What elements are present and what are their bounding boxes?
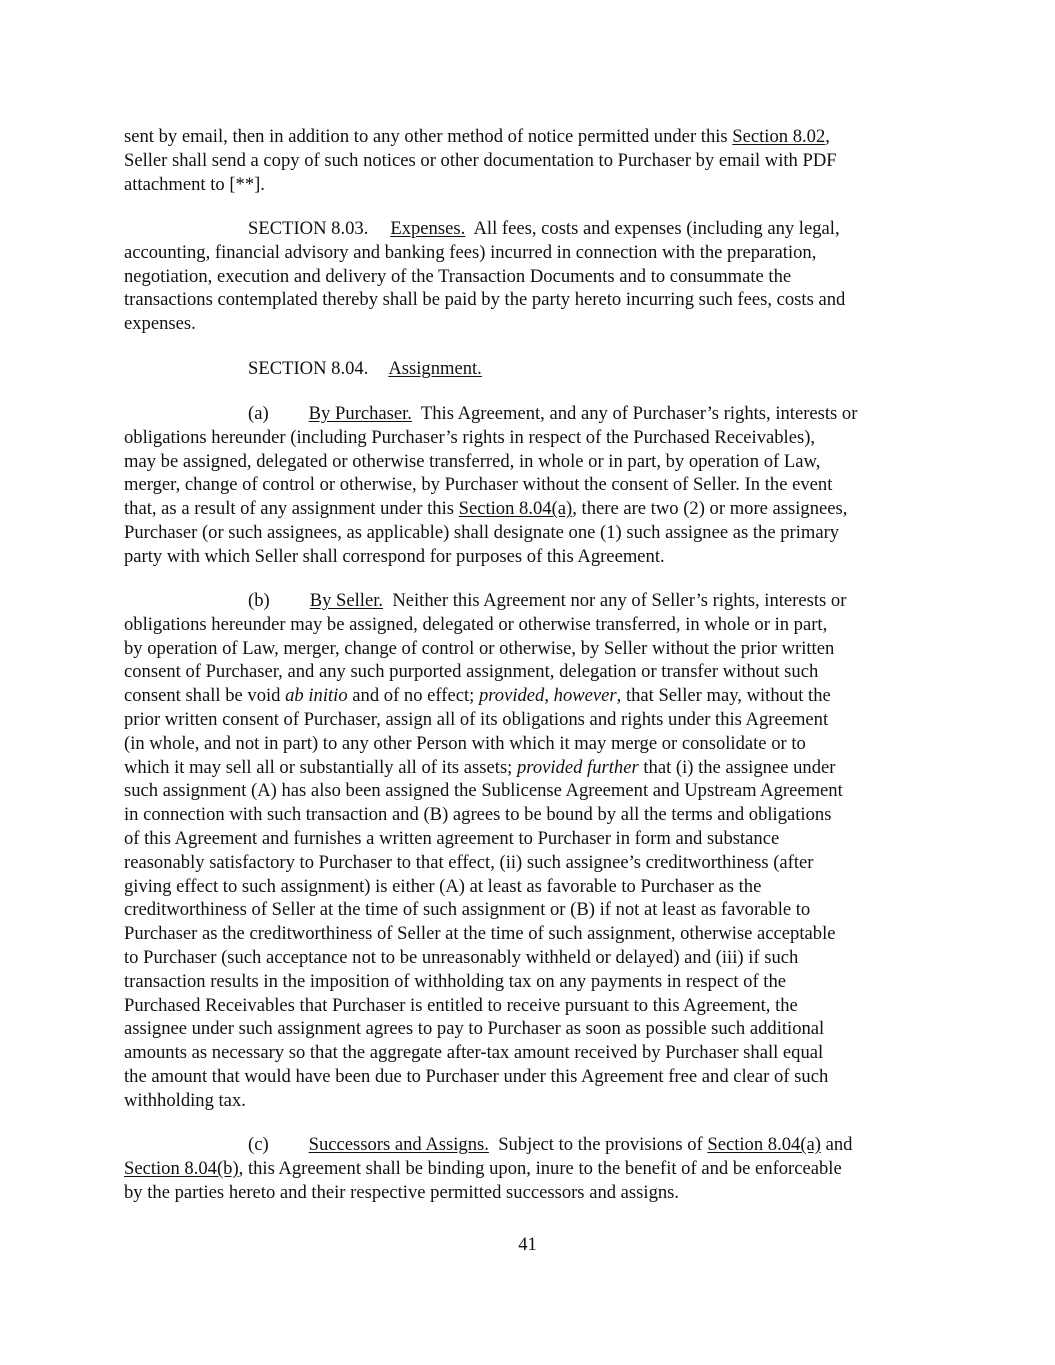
section-reference-link[interactable]: Section 8.04(b) [124, 1157, 239, 1179]
paragraph-notice-continuation: sent by email, then in addition to any other method of notice permitted under this Section 8.02, Seller shall send a copy of such notices or other documentation to Purchaser by email with PDF attachment to [**]. [124, 126, 837, 195]
subsection-number: (c) [248, 1134, 269, 1155]
subsection-number: (a) [248, 403, 269, 424]
section-8-04-assignment-heading [124, 357, 934, 381]
section-reference-link[interactable]: Section 8.04(a) [458, 498, 573, 520]
section-heading: SECTION 8.04. [248, 358, 369, 379]
subsection-title: By Purchaser. [308, 403, 412, 424]
section-title: Assignment. [388, 358, 482, 379]
section-title: Expenses. [390, 218, 466, 239]
subsection-title: Successors and Assigns. [308, 1134, 489, 1155]
subsection-a-by-purchaser: (a) By Purchaser. This Agreement, and any of Purchaser’s rights, interests or obligations hereunder (including Purchaser’s rights in respect of the Purchased Receivables), may be assigned, delegated or otherwise transferred, in whole or in part, by operation of Law, merger, change of control or otherwise, by Purchaser without the consent of Seller. In the event that, as a result of any assignment under this Section 8.04(a), there are two (2) or more assignees, Purchaser (or such assignees, as applicable) shall designate one (1) such assignee as the primary party with which Seller shall correspond for purposes of this Agreement. [124, 403, 858, 567]
section-reference-link[interactable]: Section 8.02 [732, 126, 826, 147]
section-heading: SECTION 8.03. [248, 218, 369, 239]
subsection-title: By Seller. [309, 590, 384, 611]
page-number: 41 [518, 1234, 537, 1255]
subsection-b-by-seller: (b) By Seller. Neither this Agreement nor any of Seller’s rights, interests or obligations hereunder may be assigned, delegated or otherwise transferred, in whole or in part, by operation of Law, merger, change of control or otherwise, by Seller without the prior written consent of Purchaser, and any such purported assignment, delegation or transfer without such consent shall be void ab initio and of no effect; provided, however, that Seller may, without the prior written consent of Purchaser, assign all of its obligations and rights under this Agreement (in whole, and not in part) to any other Person with which it may merge or consolidate or to which it may sell all or substantially all of its assets; provided further that (i) the assignee under such assignment (A) has also been assigned the Sublicense Agreement and Upstream Agreement in connection with such transaction and (B) agrees to be bound by all the terms and obligations of this Agreement and furnishes a written agreement to Purchaser in form and substance reasonably satisfactory to Purchaser to that effect, (ii) such assignee’s creditworthiness (after giving effect to such assignment) is either (A) at least as favorable to Purchaser as the creditworthiness of Seller at the time of such assignment or (B) if not at least as favorable to Purchaser as the creditworthiness of Seller at the time of such assignment, otherwise acceptable to Purchaser (such acceptance not to be unreasonably withheld or delayed) and (iii) if such transaction results in the imposition of withholding tax on any payments in respect of the Purchased Receivables that Purchaser is entitled to receive pursuant to this Agreement, the assignee under such assignment agrees to pay to Purchaser as soon as possible such additional amounts as necessary so that the aggregate after-tax amount received by Purchaser shall equal the amount that would have been due to Purchaser under this Agreement free and clear of such withholding tax. [124, 590, 847, 1111]
subsection-number: (b) [248, 590, 270, 611]
section-reference-link[interactable]: Section 8.04(a) [707, 1134, 821, 1155]
subsection-c-successors-and-assigns: (c) Successors and Assigns. Subject to the provisions of Section 8.04(a) and Section 8.04(b), this Agreement shall be binding upon, inure to the benefit of and be enforceable by the parties hereto and their respective permitted successors and assigns. [124, 1134, 853, 1203]
section-8-03-expenses: SECTION 8.03. Expenses. All fees, costs and expenses (including any legal, accounting, financial advisory and banking fees) incurred in connection with the preparation, negotiation, execution and delivery of the Transaction Documents and to consummate the transactions contemplated thereby shall be paid by the party hereto incurring such fees, costs and expenses. [124, 218, 846, 335]
